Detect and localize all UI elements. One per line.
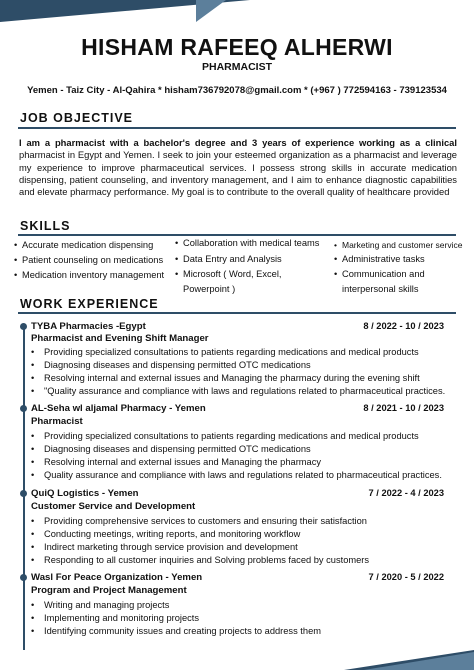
section-divider [18,312,456,314]
job-bullet: • Resolving internal and external issues and Managing the pharmacy [31,457,322,467]
timeline-node [20,574,27,581]
candidate-role: PHARMACIST [202,61,272,73]
section-divider [18,234,456,236]
job-role: Customer Service and Development [31,501,196,512]
job-bullet: • Conducting meetings, writing reports, and monitoring workflow [31,529,301,539]
job-bullet: • Identifying community issues and creating projects to address them [31,626,321,636]
job-date: 8 / 2022 - 10 / 2023 [363,321,444,331]
job-company: Wasl For Peace Organization - Yemen [31,572,203,583]
job-bullet: • Responding to all customer inquiries and Solving problems faced by customers [31,555,370,565]
skill-item: • Medication inventory management [14,270,165,280]
skill-item: • Patient counseling on medications [14,255,164,265]
section-title-objective: JOB OBJECTIVE [20,111,134,125]
header-decoration-accent [196,0,226,22]
skill-item: • Collaboration with medical teams [175,238,320,248]
objective-bold-text: I am a pharmacist with a bachelor's degree and 3 years of experience working as a clinical [19,137,457,148]
job-role: Pharmacist [31,416,83,427]
job-bullet: • Providing comprehensive services to customers and ensuring their satisfaction [31,516,367,526]
job-bullet: • Implementing and monitoring projects [31,613,200,623]
timeline-node [20,490,27,497]
job-date: 8 / 2021 - 10 / 2023 [363,403,444,413]
section-divider [18,127,456,129]
section-title-skills: SKILLS [20,219,71,233]
contact-info: Yemen - Taiz City - Al-Qahira * hisham736792078@gmail.com * (+967 ) 772594163 - 739123534 [27,85,447,96]
job-bullet: • Indirect marketing through service provision and development [31,542,298,552]
candidate-name: HISHAM RAFEEQ ALHERWI [81,34,393,60]
skill-item: • Data Entry and Analysis [175,254,282,264]
timeline-line [23,328,25,650]
skill-item: • Microsoft ( Word, Excel, [175,269,282,279]
skill-item: • Administrative tasks [334,254,425,264]
job-bullet: • Writing and managing projects [31,600,170,610]
objective-text [19,137,457,198]
job-bullet: • "Quality assurance and compliance with laws and regulations related to pharmaceutical practices. [31,386,446,396]
job-company: TYBA Pharmacies -Egypt [31,321,146,332]
job-bullet: • Providing specialized consultations to patients regarding medications and medical products [31,431,419,441]
section-title-experience: WORK EXPERIENCE [20,297,159,311]
job-date: 7 / 2020 - 5 / 2022 [368,572,444,582]
skill-item: • Communication and [334,269,425,279]
job-role: Program and Project Management [31,585,187,596]
timeline-node [20,323,27,330]
job-bullet: • Providing specialized consultations to patients regarding medications and medical products [31,347,419,357]
objective-body-text: pharmacist in Egypt and Yemen. I seek to join your esteemed organization as a pharmacist and leverage my experience to improve pharmaceutical services. I possess strong skills in accurate medication dispensing, patient counseling, and inventory management, and I aim to enhance diagnostic capabilities and elevate pharmacy performance. My goal is to contribute to the overall quality of healthcare provided [19,149,457,198]
skill-item-continued: Powerpoint ) [183,284,236,294]
job-bullet: • Resolving internal and external issues and Managing the pharmacy during the evening shift [31,373,420,383]
job-bullet: • Diagnosing diseases and dispensing permitted OTC medications [31,360,311,370]
job-company: AL-Seha wl aljamal Pharmacy - Yemen [31,403,206,414]
job-date: 7 / 2022 - 4 / 2023 [368,488,444,498]
timeline-node [20,405,27,412]
footer-decoration-accent [364,652,474,670]
job-role: Pharmacist and Evening Shift Manager [31,333,209,344]
skill-item: • Marketing and customer service [334,240,463,250]
job-bullet: • Diagnosing diseases and dispensing permitted OTC medications [31,444,311,454]
job-company: QuiQ Logistics - Yemen [31,488,139,499]
skill-item-continued: interpersonal skills [342,284,419,294]
job-bullet: • Quality assurance and compliance with laws and regulations related to pharmaceutical practices. [31,470,442,480]
skill-item: • Accurate medication dispensing [14,240,154,250]
